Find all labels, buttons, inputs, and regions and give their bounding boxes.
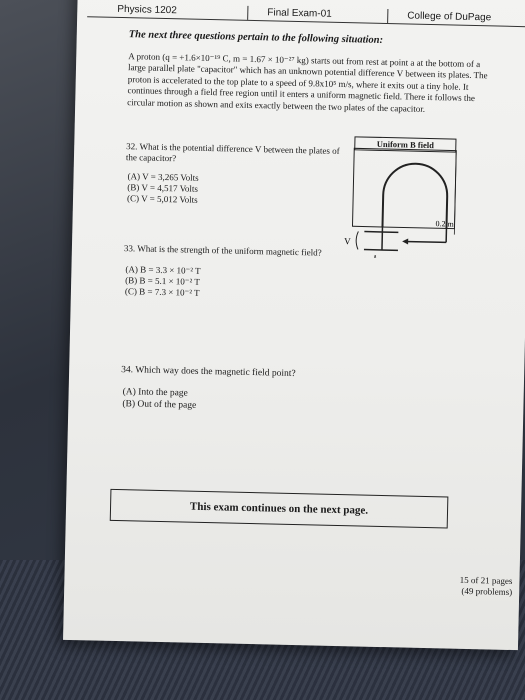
distance-label: 0.2 m	[435, 219, 454, 229]
college-name: College of DuPage	[407, 10, 492, 24]
option-a: (A) B = 3.3 × 10⁻² T	[125, 264, 201, 276]
page-footer	[432, 574, 512, 598]
option-a: (A) V = 3,265 Volts	[127, 171, 199, 183]
distance-marker	[454, 151, 456, 235]
situation-text: A proton (q = +1.6×10⁻¹⁹ C, m = 1.67 × 10⁻²⁷ kg) starts out from rest at point a at the bottom of a large parallel plate "capacitor" which has an unknown potential difference V between its plates. The proton is accelerated to the top plate to a speed of 9.8x10⁵ m/s, where it exits out a tiny hole. It continues through a field free region until it enters a uniform magnetic field. There it follows the circular motion as shown and exits exactly between the two plates of the capacitor.	[127, 51, 488, 114]
options-list	[125, 264, 344, 302]
option-b: (B) B = 5.1 × 10⁻² T	[125, 275, 200, 287]
page-number: 15 of 21 pages	[459, 574, 513, 587]
acceleration-path	[382, 227, 383, 250]
problem-count: (49 problems)	[461, 585, 513, 598]
field-region	[352, 148, 456, 228]
options-list	[127, 171, 346, 209]
field-label: Uniform B field	[354, 136, 456, 152]
exam-page	[63, 0, 525, 650]
question-34	[120, 364, 381, 416]
question-number: 34.	[121, 365, 134, 376]
question-number: 32.	[126, 141, 138, 152]
option-c: (C) V = 5,012 Volts	[126, 193, 198, 205]
question-33	[123, 243, 344, 302]
header-divider	[247, 6, 248, 20]
course-name: Physics 1202	[117, 3, 177, 17]
option-a: (A) Into the page	[122, 387, 188, 399]
question-text: What is the potential difference V between the plates of the capacitor?	[125, 141, 340, 164]
voltage-label: V	[344, 236, 351, 247]
options-list	[122, 386, 380, 416]
option-b: (B) V = 4,517 Volts	[127, 182, 199, 194]
exit-arrow	[402, 238, 408, 244]
page-header	[87, 2, 525, 27]
question-text: Which way does the magnetic field point?	[135, 365, 296, 380]
option-c: (C) B = 7.3 × 10⁻² T	[124, 286, 200, 298]
exam-name: Final Exam-01	[267, 7, 332, 20]
capacitor-bottom-plate	[364, 250, 398, 251]
exit-path-horizontal	[404, 241, 446, 242]
question-number: 33.	[123, 243, 136, 254]
header-divider	[387, 9, 388, 23]
diagram-drawing	[330, 136, 473, 269]
question-text: What is the strength of the uniform magnetic field?	[137, 243, 322, 258]
option-b: (B) Out of the page	[122, 399, 197, 411]
continues-notice: This exam continues on the next page.	[110, 489, 449, 529]
voltage-brace	[356, 231, 358, 249]
section-intro: The next three questions pertain to the following situation:	[128, 29, 384, 46]
capacitor-top-plate	[364, 232, 398, 233]
physics-diagram	[330, 136, 473, 269]
point-label: a	[373, 253, 377, 260]
question-32	[125, 141, 346, 209]
